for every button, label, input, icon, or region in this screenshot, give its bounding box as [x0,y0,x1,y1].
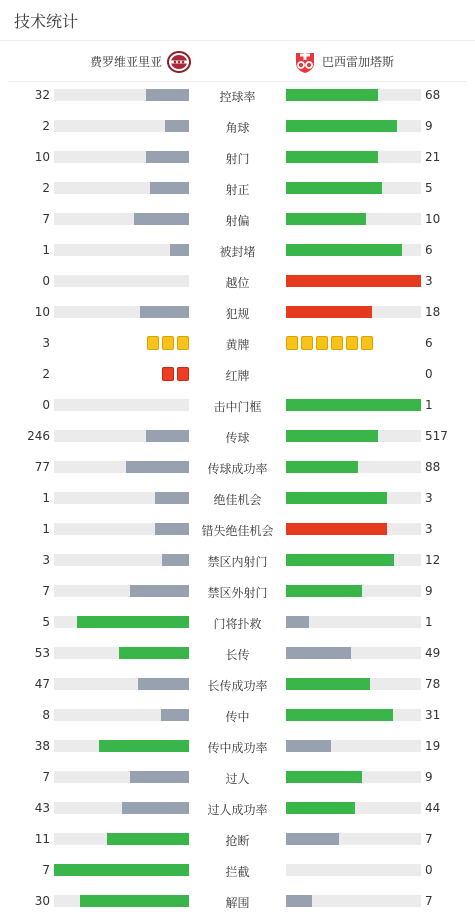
away-bar-fill [286,895,312,907]
home-value: 0 [42,398,50,412]
home-bar-track [54,275,189,287]
away-bar-track [286,182,421,194]
home-bar-fill [54,864,189,876]
home-bar-fill [130,585,189,597]
away-value: 1 [425,615,433,629]
stat-row [0,793,475,824]
home-value: 11 [34,832,50,846]
stat-row [0,390,475,421]
away-value: 19 [425,739,441,753]
home-value: 2 [42,367,50,381]
home-value: 7 [42,584,50,598]
home-team-name: 费罗维亚里亚 [90,55,163,69]
home-value: 7 [42,770,50,784]
away-bar-fill [286,740,331,752]
away-bar-track [286,864,421,876]
home-bar-fill [126,461,189,473]
away-value: 3 [425,491,433,505]
home-value: 47 [34,677,50,691]
away-bar-track [286,895,421,907]
ferroviaria-crest-icon [166,50,192,74]
home-bar-fill [138,678,189,690]
away-bar-track [286,244,421,256]
away-bar-track [286,678,421,690]
stat-row [0,328,475,359]
home-value: 3 [42,336,50,350]
away-bar-track [286,802,421,814]
stat-label: 禁区外射门 [207,586,268,600]
stat-label: 过人成功率 [207,803,268,817]
home-value: 1 [42,491,50,505]
home-value: 7 [42,863,50,877]
page-title: 技术统计 [14,11,79,31]
away-value: 21 [425,150,441,164]
home-bar-fill [146,89,189,101]
away-value: 7 [425,894,433,908]
stat-label: 角球 [225,121,250,135]
away-cards [286,336,373,350]
home-bar-track [54,616,189,628]
home-bar-fill [119,647,189,659]
home-value: 43 [34,801,50,815]
yellow-card-icon [361,336,373,350]
home-value: 77 [34,460,50,474]
stat-label: 犯规 [225,307,250,321]
stat-row [0,452,475,483]
crb-crest-icon [292,50,318,74]
yellow-card-icon [177,336,189,350]
away-bar-track [286,213,421,225]
away-bar-track [286,120,421,132]
away-bar-fill [286,213,366,225]
stat-row [0,638,475,669]
away-bar-track [286,523,421,535]
stat-row [0,545,475,576]
away-bar-fill [286,430,378,442]
home-bar-fill [77,616,189,628]
home-bar-fill [155,523,189,535]
stat-row [0,173,475,204]
home-bar-track [54,802,189,814]
stat-label: 绝佳机会 [213,493,262,507]
yellow-card-icon [286,336,298,350]
stat-label: 抢断 [225,834,250,848]
home-bar-fill [134,213,189,225]
home-value: 7 [42,212,50,226]
away-bar-fill [286,399,421,411]
home-bar-track [54,399,189,411]
away-value: 9 [425,584,433,598]
home-cards [147,336,189,350]
away-value: 31 [425,708,441,722]
home-value: 10 [34,305,50,319]
home-value: 53 [34,646,50,660]
stat-row [0,297,475,328]
home-bar-track [54,771,189,783]
home-bar-track [54,89,189,101]
home-bar-fill [140,306,189,318]
stat-row [0,886,475,917]
away-bar-fill [286,585,362,597]
home-bar-fill [165,120,189,132]
away-bar-track [286,616,421,628]
away-bar-track [286,306,421,318]
home-bar-track [54,523,189,535]
stat-label: 红牌 [225,369,250,383]
home-value: 10 [34,150,50,164]
stat-label: 传中 [225,710,250,724]
home-bar-track [54,647,189,659]
away-value: 9 [425,119,433,133]
away-bar-track [286,461,421,473]
home-bar-track [54,709,189,721]
stat-label: 传球 [225,431,250,445]
home-bar-track [54,151,189,163]
away-value: 10 [425,212,441,226]
stat-row [0,204,475,235]
stat-label: 门将扑救 [213,617,262,631]
away-value: 0 [425,863,433,877]
home-value: 8 [42,708,50,722]
stat-label: 禁区内射门 [207,555,268,569]
stat-row [0,359,475,390]
stat-label: 长传成功率 [207,679,268,693]
stat-row [0,142,475,173]
home-bar-track [54,213,189,225]
home-bar-track [54,833,189,845]
stat-label: 射正 [225,183,250,197]
stat-label: 拦截 [225,865,250,879]
home-bar-fill [161,709,189,721]
yellow-card-icon [346,336,358,350]
home-bar-track [54,554,189,566]
away-bar-track [286,585,421,597]
home-bar-fill [170,244,189,256]
away-bar-track [286,833,421,845]
home-bar-track [54,864,189,876]
away-value: 517 [425,429,448,443]
home-bar-fill [155,492,189,504]
home-bar-track [54,430,189,442]
away-value: 88 [425,460,441,474]
away-bar-fill [286,523,387,535]
away-team[interactable] [292,41,394,82]
away-bar-track [286,771,421,783]
stat-row [0,421,475,452]
away-value: 44 [425,801,441,815]
away-bar-track [286,492,421,504]
home-bar-track [54,492,189,504]
stat-label: 控球率 [219,90,256,104]
away-value: 7 [425,832,433,846]
home-value: 32 [34,88,50,102]
away-bar-track [286,430,421,442]
home-bar-fill [107,833,189,845]
away-bar-fill [286,802,355,814]
stat-row [0,855,475,886]
yellow-card-icon [316,336,328,350]
away-bar-fill [286,120,397,132]
home-bar-track [54,244,189,256]
away-value: 1 [425,398,433,412]
away-bar-track [286,740,421,752]
stat-label: 解围 [225,896,250,910]
home-value: 0 [42,274,50,288]
yellow-card-icon [301,336,313,350]
home-bar-fill [162,554,189,566]
home-bar-track [54,740,189,752]
home-bar-fill [130,771,189,783]
away-bar-fill [286,833,339,845]
stat-row [0,483,475,514]
away-value: 18 [425,305,441,319]
stat-label: 传球成功率 [207,462,268,476]
home-bar-fill [146,430,189,442]
away-value: 0 [425,367,433,381]
away-bar-track [286,647,421,659]
stat-label: 被封堵 [219,245,256,259]
home-value: 30 [34,894,50,908]
home-value: 1 [42,522,50,536]
away-value: 6 [425,336,433,350]
away-value: 5 [425,181,433,195]
home-bar-fill [146,151,189,163]
stat-label: 越位 [225,276,250,290]
away-bar-fill [286,182,382,194]
away-bar-track [286,554,421,566]
stat-row [0,514,475,545]
away-bar-track [286,89,421,101]
away-value: 9 [425,770,433,784]
away-bar-fill [286,647,351,659]
red-card-icon [177,367,189,381]
home-bar-track [54,182,189,194]
home-value: 3 [42,553,50,567]
home-bar-fill [80,895,189,907]
away-bar-fill [286,709,393,721]
away-bar-track [286,709,421,721]
stat-row [0,824,475,855]
away-bar-fill [286,492,387,504]
away-bar-track [286,275,421,287]
home-bar-fill [122,802,190,814]
red-card-icon [162,367,174,381]
away-value: 3 [425,522,433,536]
stat-row [0,700,475,731]
stat-row [0,607,475,638]
home-team[interactable] [90,41,192,82]
stat-label: 长传 [225,648,250,662]
home-value: 1 [42,243,50,257]
stat-row [0,235,475,266]
away-bar-fill [286,678,370,690]
away-value: 6 [425,243,433,257]
home-value: 5 [42,615,50,629]
home-value: 38 [34,739,50,753]
away-value: 78 [425,677,441,691]
page-header [0,0,475,41]
teams-header [8,41,467,82]
stats-list [0,82,475,919]
stat-row [0,731,475,762]
stat-row [0,762,475,793]
away-value: 3 [425,274,433,288]
away-bar-track [286,399,421,411]
away-bar-fill [286,771,362,783]
away-team-name: 巴西雷加塔斯 [322,55,395,69]
away-bar-fill [286,244,402,256]
stat-label: 射门 [225,152,250,166]
stat-row [0,266,475,297]
stat-label: 射偏 [225,214,250,228]
home-value: 2 [42,181,50,195]
home-bar-track [54,895,189,907]
stat-row [0,80,475,111]
home-bar-track [54,120,189,132]
stat-label: 错失绝佳机会 [201,524,274,538]
away-value: 49 [425,646,441,660]
away-bar-fill [286,461,358,473]
home-value: 2 [42,119,50,133]
home-value: 246 [27,429,50,443]
home-bar-fill [99,740,189,752]
away-bar-fill [286,554,394,566]
away-bar-fill [286,616,309,628]
away-bar-track [286,151,421,163]
stat-row [0,576,475,607]
home-bar-track [54,585,189,597]
stat-row [0,111,475,142]
home-bar-track [54,678,189,690]
stat-row [0,669,475,700]
home-bar-fill [150,182,189,194]
home-bar-track [54,461,189,473]
yellow-card-icon [147,336,159,350]
away-bar-fill [286,89,378,101]
home-bar-track [54,306,189,318]
away-value: 68 [425,88,441,102]
stat-label: 击中门框 [213,400,262,414]
stat-label: 传中成功率 [207,741,268,755]
stat-label: 黄牌 [225,338,250,352]
away-bar-fill [286,151,378,163]
away-bar-fill [286,306,372,318]
yellow-card-icon [331,336,343,350]
stat-label: 过人 [225,772,250,786]
away-value: 12 [425,553,441,567]
home-cards [162,367,189,381]
yellow-card-icon [162,336,174,350]
away-bar-fill [286,275,421,287]
